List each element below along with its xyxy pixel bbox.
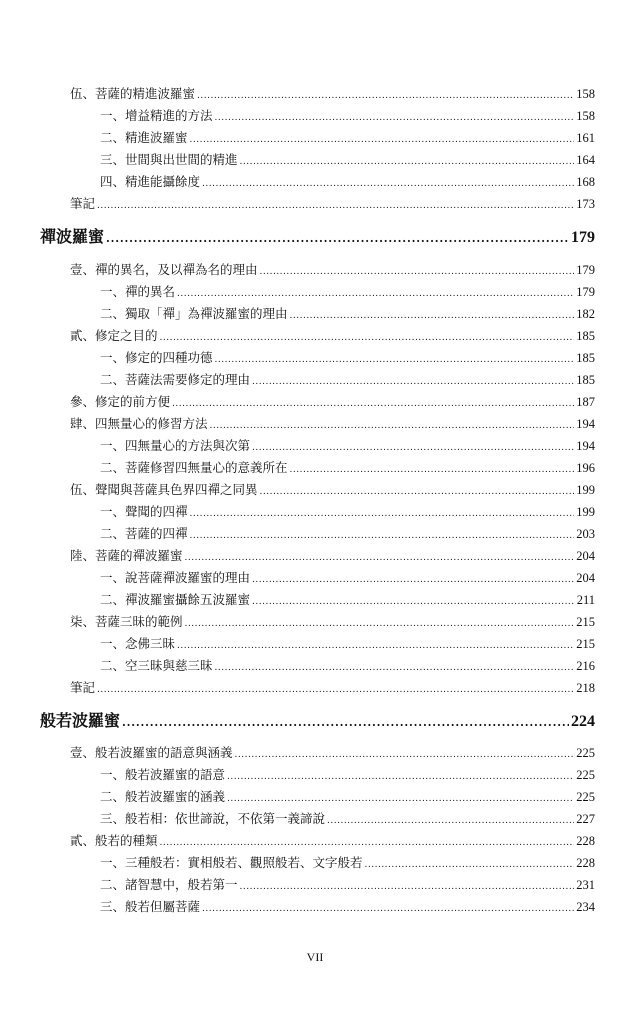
toc-entry[interactable] [100,460,595,476]
toc-entry-page: 187 [576,395,595,409]
toc-entry-title: 筆記 [70,196,96,211]
dot-leader [365,855,575,871]
toc-entry-page: 185 [576,373,595,387]
toc-entry-title: 二、菩薩法需要修定的理由 [100,372,251,387]
dot-leader [252,438,574,454]
toc-entry-title: 二、菩薩的四禪 [100,526,188,541]
toc-entry-title: 筆記 [70,680,96,695]
toc-entry[interactable] [100,438,595,454]
toc-entry[interactable] [100,174,595,190]
toc-entry[interactable] [100,152,595,168]
toc-entry-page: 168 [576,175,595,189]
toc-entry-page: 225 [576,768,595,782]
toc-entry[interactable] [100,877,595,893]
toc-entry-title: 柒、菩薩三昧的範例 [70,614,183,629]
toc-entry-page: 194 [576,417,595,431]
dot-leader [172,394,574,410]
dot-leader [190,130,575,146]
toc-entry-title: 伍、聲聞與菩薩具色界四禪之同異 [70,482,258,497]
dot-leader [240,152,575,168]
page-number-footer: VII [306,950,324,964]
toc-entry-page: 216 [576,659,595,673]
toc-entry[interactable] [70,328,595,344]
dot-leader [122,711,569,731]
toc-entry-page: 158 [576,87,595,101]
toc-entry-title: 四、精進能攝餘度 [100,174,201,189]
toc-entry-page: 227 [576,812,595,826]
toc-entry-page: 228 [576,834,595,848]
toc-entry[interactable] [100,636,595,652]
toc-entry[interactable] [100,284,595,300]
dot-leader [240,877,575,893]
toc-entry[interactable] [70,262,595,278]
dot-leader [252,570,574,586]
toc-entry-page: 199 [576,505,595,519]
dot-leader [177,284,574,300]
toc-entry-page: 179 [576,263,595,277]
toc-entry[interactable] [100,526,595,542]
toc-entry-page: 204 [576,549,595,563]
dot-leader [185,614,575,630]
toc-entry-page: 196 [576,461,595,475]
toc-entry-title: 一、四無量心的方法與次第 [100,438,251,453]
toc-entry-title: 陸、菩薩的禪波羅蜜 [70,548,183,563]
toc-entry-title: 肆、四無量心的修習方法 [70,416,208,431]
toc-entry-title: 三、般若但屬菩薩 [100,899,201,914]
dot-leader [252,372,574,388]
dot-leader [260,262,575,278]
dot-leader [215,108,575,124]
dot-leader [215,658,575,674]
dot-leader [97,196,574,212]
toc-entry[interactable] [100,899,595,915]
toc-entry[interactable] [100,350,595,366]
dot-leader [235,745,575,761]
toc-entry[interactable] [100,130,595,146]
dot-leader [106,227,569,247]
toc-entry[interactable] [100,855,595,871]
toc-entry[interactable] [70,548,595,564]
toc-chapter-entry[interactable] [40,711,595,732]
toc-entry-title: 三、般若相：依世諦說，不依第一義諦說 [100,811,326,826]
toc-entry-page: 215 [576,637,595,651]
toc-entry-title: 參、修定的前方便 [70,394,171,409]
dot-leader [177,636,574,652]
toc-entry[interactable] [100,570,595,586]
toc-entry-title: 一、禪的異名 [100,284,176,299]
toc-entry-title: 二、空三昧與慈三昧 [100,658,213,673]
toc-entry-page: 203 [576,527,595,541]
toc-entry-title: 伍、菩薩的精進波羅蜜 [70,86,196,101]
toc-entry[interactable] [70,416,595,432]
toc-entry-title: 一、三種般若：實相般若、觀照般若、文字般若 [100,855,363,870]
dot-leader [227,767,574,783]
toc-entry[interactable] [70,680,595,696]
toc-entry-page: 204 [576,571,595,585]
toc-entry-page: 182 [576,307,595,321]
toc-entry[interactable] [70,196,595,212]
dot-leader [160,833,575,849]
dot-leader [260,482,575,498]
toc-entry-page: 199 [576,483,595,497]
toc-entry-page: 194 [576,439,595,453]
dot-leader [252,592,575,608]
toc-entry-page: 179 [576,285,595,299]
toc-entry-page: 185 [576,351,595,365]
toc-entry-title: 貳、修定之目的 [70,328,158,343]
dot-leader [97,680,574,696]
dot-leader [202,899,574,915]
toc-entry-title: 一、聲聞的四禪 [100,504,188,519]
toc-entry[interactable] [70,86,595,102]
toc-entry-title: 壹、禪的異名，及以禪為名的理由 [70,262,258,277]
toc-entry[interactable] [70,482,595,498]
toc-entry[interactable] [70,745,595,761]
toc-entry-page: 224 [571,713,595,730]
toc-entry-title: 二、般若波羅蜜的涵義 [100,789,226,804]
toc-entry-page: 211 [576,593,595,607]
toc-entry[interactable] [100,504,595,520]
dot-leader [210,416,575,432]
toc-entry-title: 壹、般若波羅蜜的語意與涵義 [70,745,233,760]
toc-entry[interactable] [70,614,595,630]
dot-leader [202,174,574,190]
toc-entry-title: 貳、般若的種類 [70,833,158,848]
toc-entry[interactable] [100,372,595,388]
toc-entry-title: 禪波羅蜜 [40,227,105,246]
dot-leader [290,306,575,322]
dot-leader [190,504,575,520]
dot-leader [327,811,574,827]
toc-entry[interactable] [70,394,595,410]
dot-leader [185,548,575,564]
toc-entry-title: 一、般若波羅蜜的語意 [100,767,226,782]
toc-entry[interactable] [100,789,595,805]
toc-entry-page: 164 [576,153,595,167]
toc-entry-page: 185 [576,329,595,343]
toc-entry[interactable] [100,658,595,674]
toc-entry-page: 231 [576,878,595,892]
dot-leader [197,86,574,102]
toc-entry-page: 179 [571,229,595,246]
dot-leader [215,350,575,366]
toc-entry-title: 一、修定的四種功德 [100,350,213,365]
toc-entry-title: 二、諸智慧中，般若第一 [100,877,238,892]
toc-entry-title: 二、菩薩修習四無量心的意義所在 [100,460,288,475]
toc-entry-title: 一、增益精進的方法 [100,108,213,123]
toc-entry-title: 一、念佛三昧 [100,636,176,651]
dot-leader [190,526,575,542]
toc-entry-page: 161 [576,131,595,145]
toc-entry[interactable] [100,108,595,124]
toc-entry-page: 228 [576,856,595,870]
dot-leader [227,789,574,805]
toc-entry-title: 二、精進波羅蜜 [100,130,188,145]
toc-entry-page: 225 [576,746,595,760]
toc-entry-title: 三、世間與出世間的精進 [100,152,238,167]
dot-leader [290,460,575,476]
toc-entry[interactable] [100,811,595,827]
toc-entry-title: 二、獨取「禪」為禪波羅蜜的理由 [100,306,288,321]
toc-entry-title: 般若波羅蜜 [40,711,121,730]
toc-entry-page: 218 [576,681,595,695]
toc-entry[interactable] [100,592,595,608]
toc-entry-page: 173 [576,197,595,211]
toc-entry-page: 215 [576,615,595,629]
dot-leader [160,328,575,344]
toc-entry-page: 234 [576,900,595,914]
toc-entry-page: 158 [576,109,595,123]
toc-entry-title: 二、禪波羅蜜攝餘五波羅蜜 [100,592,251,607]
toc-entry-title: 一、說菩薩禪波羅蜜的理由 [100,570,251,585]
toc-entry[interactable] [70,833,595,849]
toc-entry-page: 225 [576,790,595,804]
toc-chapter-entry[interactable] [40,227,595,248]
toc-entry[interactable] [100,306,595,322]
toc-entry[interactable] [100,767,595,783]
